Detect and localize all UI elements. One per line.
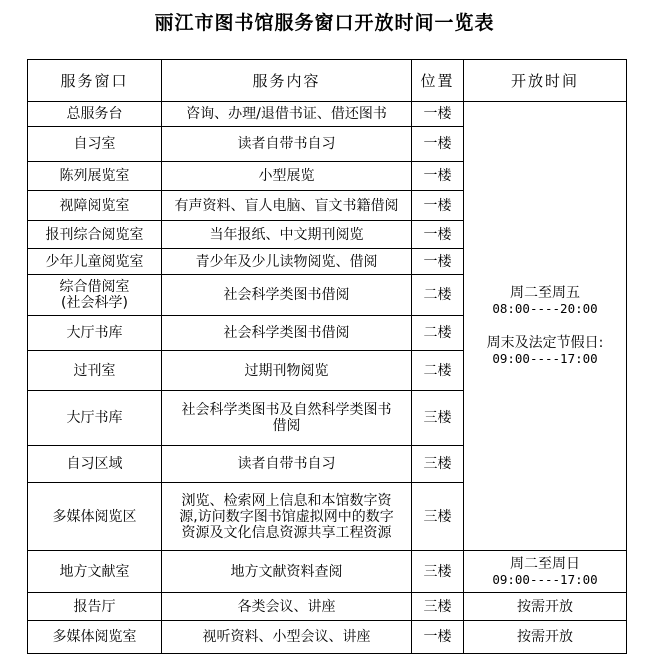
row-window: 视障阅览室 <box>28 191 162 221</box>
row-floor: 一楼 <box>412 249 464 275</box>
row-content-line: 资源及文化信息资源共享工程资源 <box>181 524 392 541</box>
row-window: 过刊室 <box>28 351 162 391</box>
row-floor: 一楼 <box>412 127 464 162</box>
row-window: 大厅书库 <box>28 391 162 446</box>
weekend-label: 周末及法定节假日: <box>486 335 604 351</box>
row-content: 社会科学类图书借阅 <box>162 316 412 351</box>
row-content-line: 社会科学类图书及自然科学类图书 <box>181 402 392 418</box>
row-floor: 三楼 <box>412 593 464 621</box>
row-window: 陈列展览室 <box>28 162 162 191</box>
row-content: 社会科学类图书借阅 <box>162 275 412 316</box>
row-floor: 二楼 <box>412 316 464 351</box>
row-window: 自习室 <box>28 127 162 162</box>
row-window: 报刊综合阅览室 <box>28 221 162 249</box>
row-content-line: 源,访问数字图书馆虚拟网中的数字 <box>179 508 394 525</box>
row-content: 读者自带书自习 <box>162 127 412 162</box>
row-floor: 二楼 <box>412 351 464 391</box>
row-content: 各类会议、讲座 <box>162 593 412 621</box>
row-floor: 二楼 <box>412 275 464 316</box>
row-content: 过期刊物阅览 <box>162 351 412 391</box>
row-floor: 一楼 <box>412 162 464 191</box>
table-row <box>28 102 627 127</box>
header-location: 位置 <box>412 60 464 102</box>
opening-hours-on-demand: 按需开放 <box>464 593 627 621</box>
row-content: 小型展览 <box>162 162 412 191</box>
weekday-time: 08:00----20:00 <box>492 301 598 316</box>
row-content: 读者自带书自习 <box>162 446 412 483</box>
row-content: 青少年及少儿读物阅览、借阅 <box>162 249 412 275</box>
row-floor: 一楼 <box>412 102 464 127</box>
weekend-time: 09:00----17:00 <box>492 351 598 366</box>
page-title: 丽江市图书馆服务窗口开放时间一览表 <box>154 12 495 34</box>
row-content-line: 浏览、检索网上信息和本馆数字资 <box>181 492 392 509</box>
header-service-window: 服务窗口 <box>28 60 162 102</box>
row-window: 多媒体阅览室 <box>28 621 162 654</box>
row-floor: 三楼 <box>412 391 464 446</box>
opening-hours-on-demand: 按需开放 <box>464 621 627 654</box>
row-content <box>162 391 412 446</box>
row-window: 地方文献室 <box>28 551 162 593</box>
row-content: 地方文献资料查阅 <box>162 551 412 593</box>
row-floor: 三楼 <box>412 551 464 593</box>
table-row <box>28 551 627 593</box>
row-content-line: 借阅 <box>272 418 301 434</box>
local-time: 09:00----17:00 <box>492 571 598 587</box>
row-floor: 一楼 <box>412 621 464 654</box>
row-window: 总服务台 <box>28 102 162 127</box>
row-window <box>28 275 162 316</box>
row-floor: 三楼 <box>412 446 464 483</box>
header-row <box>28 60 627 102</box>
table-row <box>28 593 627 621</box>
opening-hours-main <box>464 102 627 551</box>
row-floor: 一楼 <box>412 221 464 249</box>
row-window-line: (社会科学) <box>61 295 128 311</box>
row-content <box>162 483 412 551</box>
row-content: 咨询、办理/退借书证、借还图书 <box>162 102 412 127</box>
table-row <box>28 621 627 654</box>
row-window-line: 综合借阅室 <box>59 279 130 295</box>
row-window: 自习区域 <box>28 446 162 483</box>
opening-hours-table <box>27 59 627 654</box>
row-floor: 一楼 <box>412 191 464 221</box>
weekday-label: 周二至周五 <box>510 285 580 301</box>
row-floor: 三楼 <box>412 483 464 551</box>
header-service-content: 服务内容 <box>162 60 412 102</box>
row-content: 视听资料、小型会议、讲座 <box>162 621 412 654</box>
row-window: 少年儿童阅览室 <box>28 249 162 275</box>
row-window: 报告厅 <box>28 593 162 621</box>
row-content: 有声资料、盲人电脑、盲文书籍借阅 <box>162 191 412 221</box>
opening-hours-local <box>464 551 627 593</box>
row-window: 大厅书库 <box>28 316 162 351</box>
header-opening-hours: 开放时间 <box>464 60 627 102</box>
local-label: 周二至周日 <box>510 555 580 572</box>
row-window: 多媒体阅览区 <box>28 483 162 551</box>
row-content: 当年报纸、中文期刊阅览 <box>162 221 412 249</box>
